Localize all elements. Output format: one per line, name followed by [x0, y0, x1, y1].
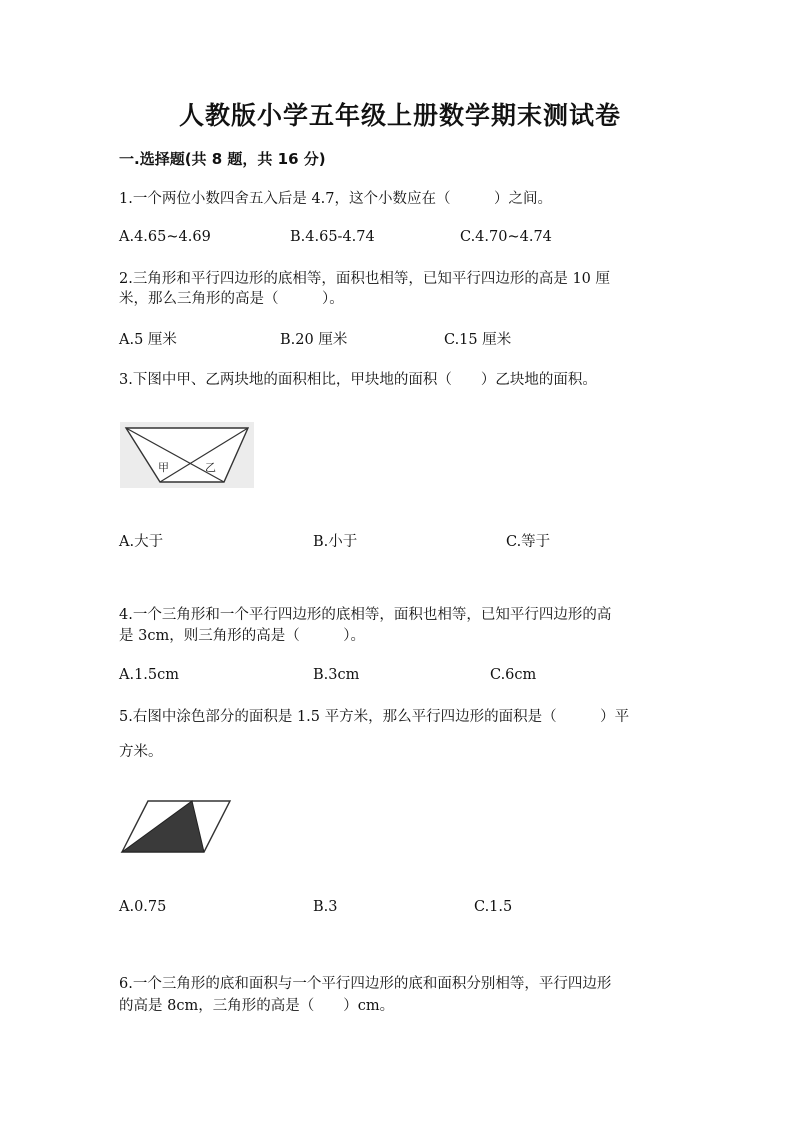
- question-4-option-c: C.6cm: [490, 667, 537, 683]
- question-2-option-a: A.5 厘米: [119, 332, 177, 348]
- question-4-text-line1: 4.一个三角形和一个平行四边形的底相等，面积也相等，已知平行四边形的高: [119, 607, 612, 623]
- question-1-option-b: B.4.65-4.74: [290, 229, 375, 245]
- question-6-text-line1: 6.一个三角形的底和面积与一个平行四边形的底和面积分别相等，平行四边形: [119, 976, 612, 992]
- question-1-option-c: C.4.70~4.74: [460, 229, 552, 245]
- question-4-option-b: B.3cm: [313, 667, 360, 683]
- figure-label-yi: 乙: [205, 461, 216, 474]
- question-5-option-a: A.0.75: [119, 899, 167, 915]
- question-5-option-c: C.1.5: [474, 899, 513, 915]
- question-5-text-line1: 5.右图中涂色部分的面积是 1.5 平方米，那么平行四边形的面积是（ ）平: [119, 709, 630, 725]
- parallelogram-figure: [120, 799, 232, 855]
- trapezoid-figure: [120, 422, 254, 488]
- figure-label-jia: 甲: [158, 461, 169, 474]
- question-4-text-line2: 是 3cm，则三角形的高是（ ）。: [119, 628, 365, 644]
- question-6-text-line2: 的高是 8cm，三角形的高是（ ）cm。: [119, 998, 395, 1014]
- question-4-option-a: A.1.5cm: [119, 667, 180, 683]
- question-3-option-b: B.小于: [313, 534, 358, 550]
- question-2-text-line1: 2.三角形和平行四边形的底相等，面积也相等，已知平行四边形的高是 10 厘: [119, 271, 611, 287]
- question-1-option-a: A.4.65~4.69: [119, 229, 211, 245]
- question-2-option-b: B.20 厘米: [280, 332, 348, 348]
- question-3-option-c: C.等于: [506, 534, 551, 550]
- section-heading: 一.选择题(共 8 题，共 16 分): [119, 150, 326, 168]
- question-1-text: 1.一个两位小数四舍五入后是 4.7，这个小数应在（ ）之间。: [119, 191, 553, 207]
- question-5-option-b: B.3: [313, 899, 338, 915]
- question-5-text-line2: 方米。: [119, 744, 163, 760]
- page-title: 人教版小学五年级上册数学期末测试卷: [178, 101, 621, 130]
- question-3-option-a: A.大于: [119, 534, 164, 550]
- question-3-text: 3.下图中甲、乙两块地的面积相比，甲块地的面积（ ）乙块地的面积。: [119, 372, 597, 388]
- question-2-option-c: C.15 厘米: [444, 332, 512, 348]
- question-2-text-line2: 米，那么三角形的高是（ ）。: [119, 291, 344, 307]
